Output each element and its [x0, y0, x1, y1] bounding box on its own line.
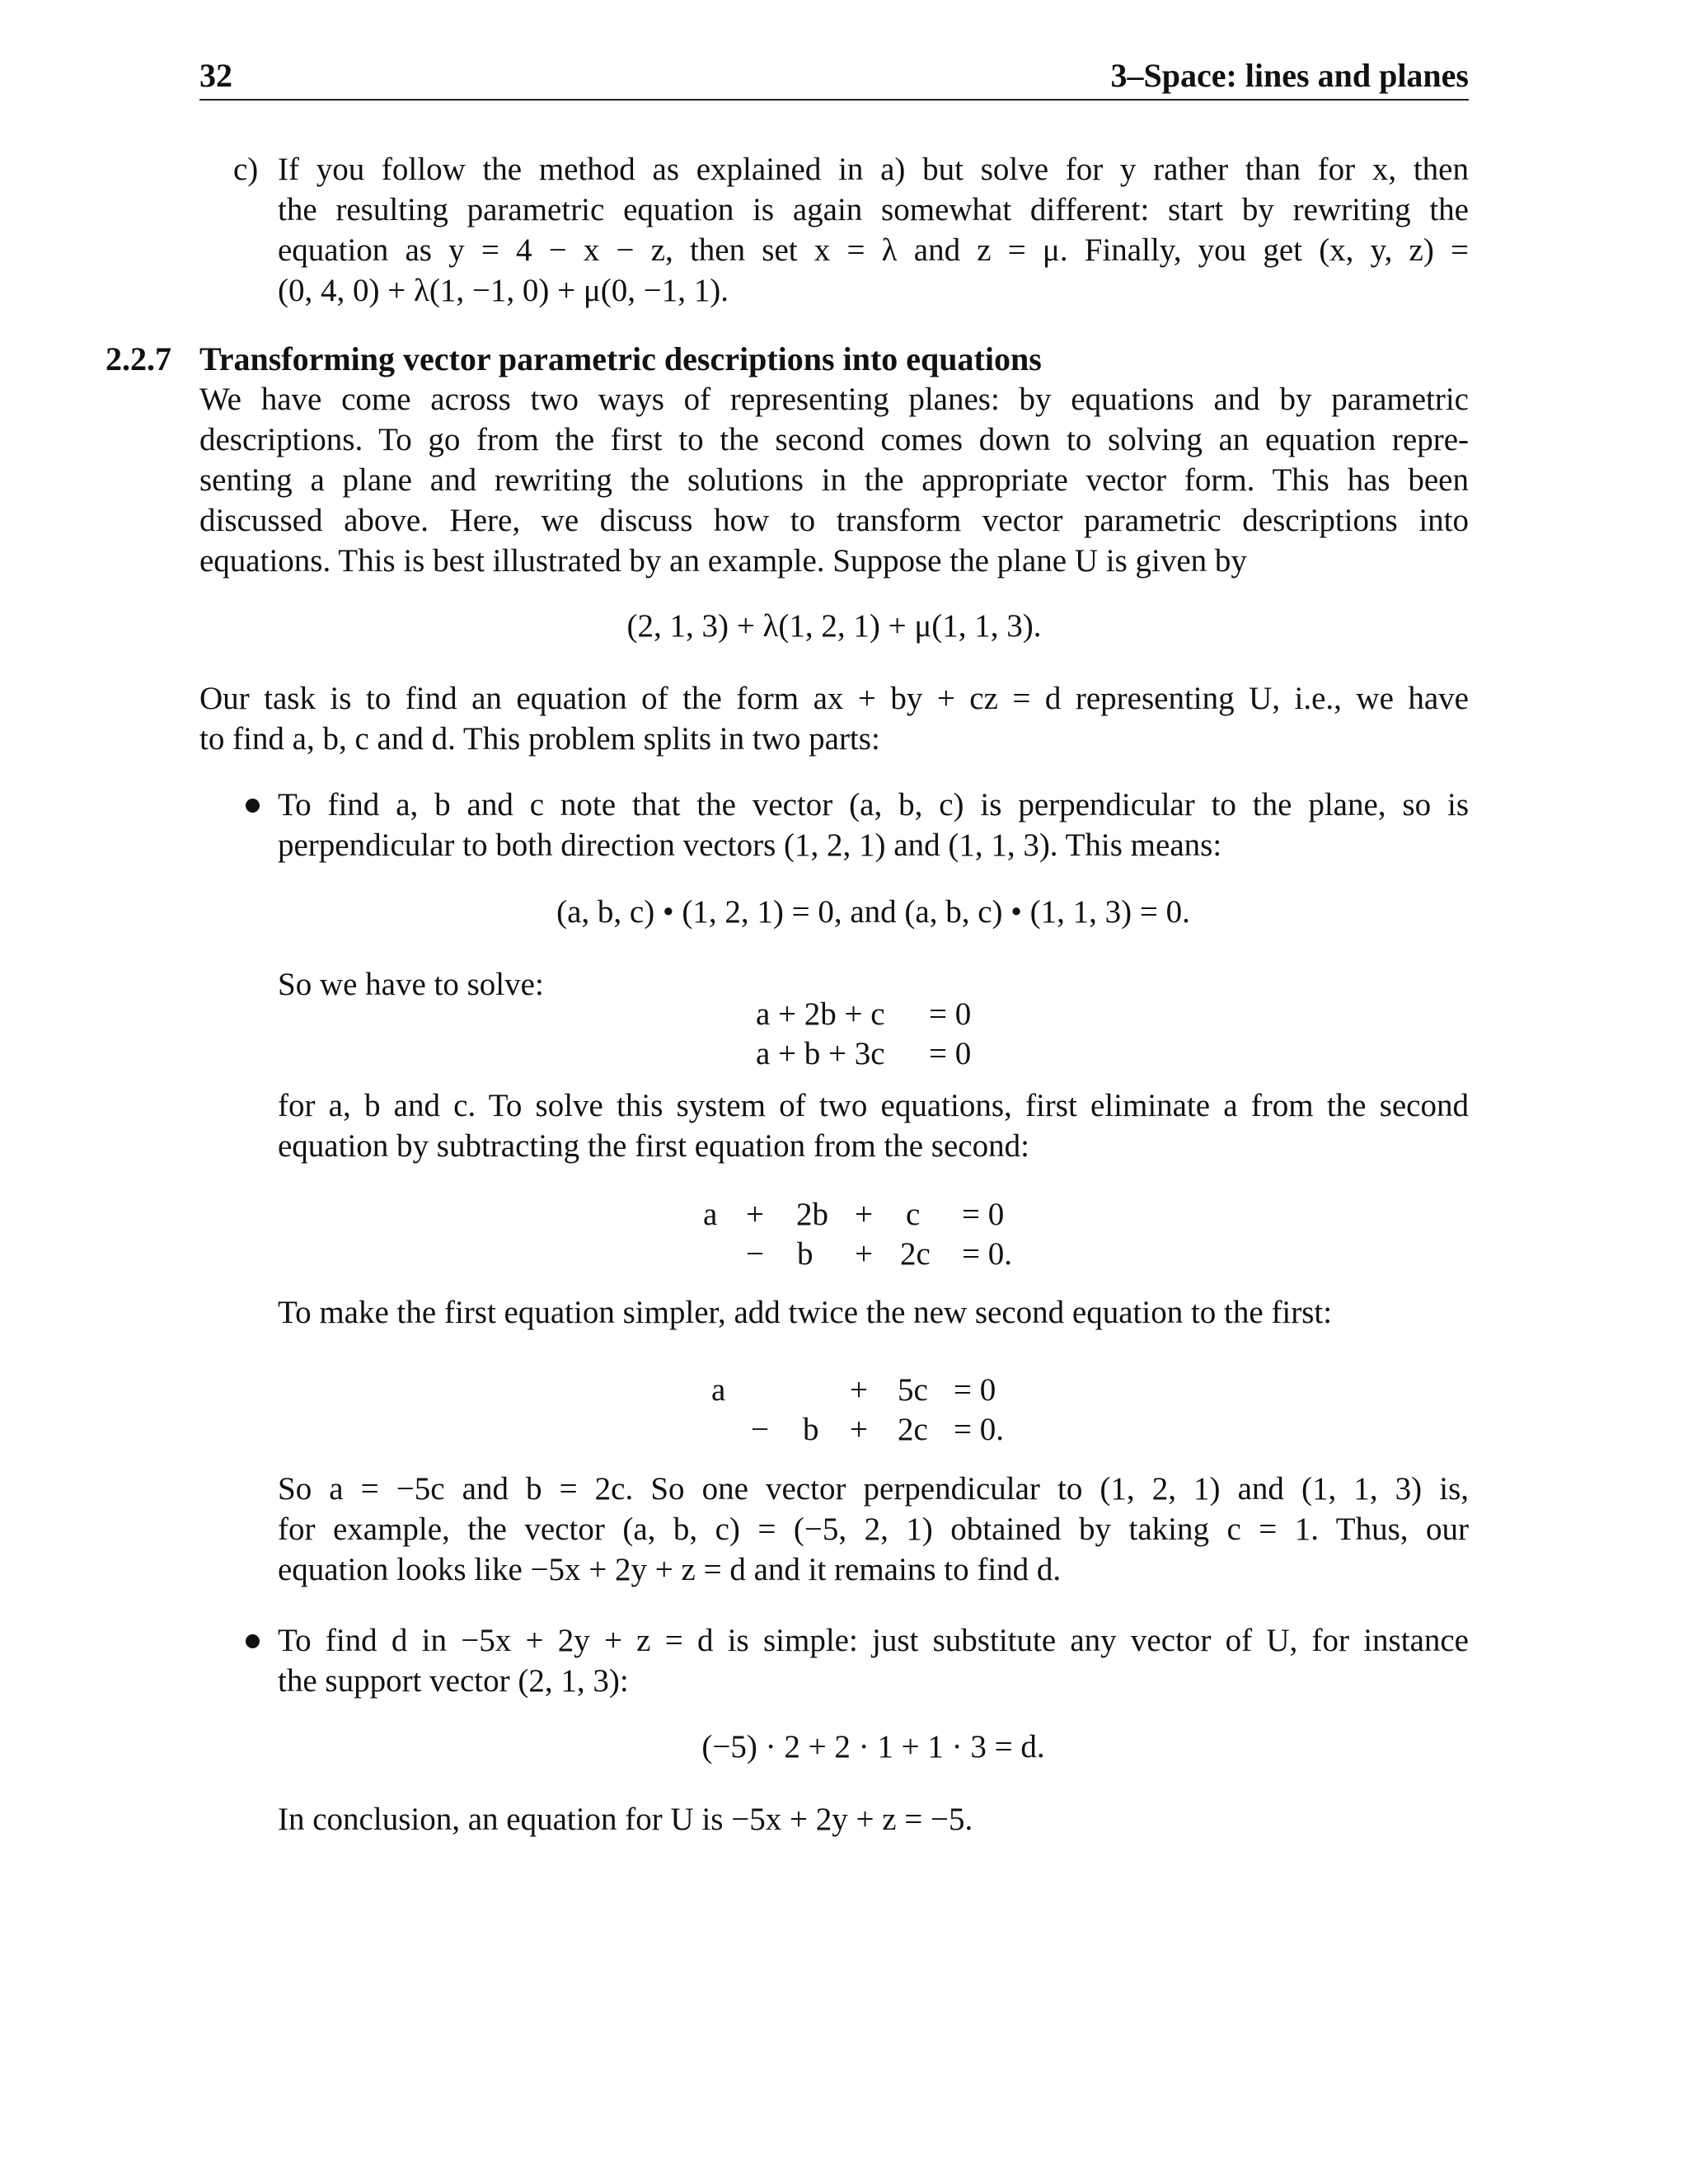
system2-cell: = 0 [962, 1197, 1005, 1232]
conclusion-line: for example, the vector (a, b, c) = (−5, 2, 1) obtained by taking c = 1. Thus, our [278, 1511, 1469, 1547]
system2-cell: c [906, 1197, 921, 1232]
item-c-line: equation as y = 4 − x − z, then set x = λ and z = μ. Finally, you get (x, y, z) = [278, 232, 1469, 268]
system2-cell: − [746, 1236, 764, 1272]
bullet2-line: the support vector (2, 1, 3): [278, 1663, 629, 1699]
bullet-marker [246, 799, 260, 813]
after-system-line: for a, b and c. To solve this system of two equations, first eliminate a from the second [278, 1088, 1469, 1123]
item-c-label: c) [233, 152, 259, 187]
item-c-line: the resulting parametric equation is again somewhat different: start by rewriting the [278, 192, 1469, 227]
bullet1-line: perpendicular to both direction vectors (1, 2, 1) and (1, 1, 3). This means: [278, 827, 1222, 863]
after-system-paragraph [278, 1085, 1469, 1166]
conclusion-line: So a = −5c and b = 2c. So one vector perpendicular to (1, 2, 1) and (1, 1, 3) is, [278, 1471, 1469, 1507]
item-c-paragraph [278, 149, 1469, 311]
intro-line: We have come across two ways of representing planes: by equations and by parametric [199, 382, 1469, 417]
system3-cell: + [850, 1412, 868, 1447]
bullet2-paragraph [278, 1620, 1469, 1701]
page-number: 32 [199, 57, 232, 94]
bullet1-line: To find a, b and c note that the vector (a, b, c) is perpendicular to the plane, so is [278, 787, 1469, 823]
system3-cell: + [850, 1372, 868, 1408]
system1-row1-lhs: a + 2b + c [756, 996, 885, 1032]
system1-row2-rhs: = 0 [929, 1036, 972, 1071]
system2-cell: + [746, 1197, 764, 1232]
system2-cell: 2c [900, 1236, 931, 1272]
item-c-line: (0, 4, 0) + λ(1, −1, 0) + μ(0, −1, 1). [278, 273, 729, 308]
bullet2-line: To find d in −5x + 2y + z = d is simple: just substitute any vector of U, for instance [278, 1623, 1469, 1658]
bullet-marker [246, 1634, 260, 1648]
system3-cell: b [803, 1412, 819, 1447]
intro-line: senting a plane and rewriting the solutions in the appropriate vector form. This has been [199, 462, 1469, 498]
simplify-line: To make the first equation simpler, add twice the new second equation to the first: [278, 1295, 1333, 1330]
task-line: to find a, b, c and d. This problem splits in two parts: [199, 721, 880, 757]
task-paragraph [199, 678, 1469, 759]
final-equation-line: In conclusion, an equation for U is −5x + 2y + z = −5. [278, 1802, 973, 1837]
system3-cell: a [711, 1372, 726, 1408]
intro-paragraph [199, 379, 1469, 581]
task-line: Our task is to find an equation of the form ax + by + cz = d representing U, i.e., we have [199, 681, 1469, 716]
system3-cell: 5c [898, 1372, 928, 1408]
intro-line: discussed above. Here, we discuss how to transform vector parametric descriptions into [199, 503, 1469, 538]
conclusion-paragraph [278, 1469, 1469, 1590]
system3-cell: − [751, 1412, 769, 1447]
system2-cell: + [855, 1236, 873, 1272]
system3-cell: = 0. [954, 1412, 1004, 1447]
conclusion-line: equation looks like −5x + 2y + z = d and it remains to find d. [278, 1552, 1062, 1587]
solve-label: So we have to solve: [278, 967, 544, 1002]
intro-line: descriptions. To go from the first to the second comes down to solving an equation repre- [199, 422, 1469, 457]
system3-cell: 2c [898, 1412, 928, 1447]
system2-cell: + [855, 1197, 873, 1232]
chapter-title: 3–Space: lines and planes [1110, 57, 1469, 94]
bullet1-paragraph [278, 785, 1469, 865]
substitution-equation: (−5) · 2 + 2 · 1 + 1 · 3 = d. [701, 1729, 1045, 1765]
plane-equation: (2, 1, 3) + λ(1, 2, 1) + μ(1, 1, 3). [626, 608, 1042, 644]
system3-cell: = 0 [954, 1372, 996, 1408]
dot-product-equation: (a, b, c) • (1, 2, 1) = 0, and (a, b, c) • (1, 1, 3) = 0. [556, 894, 1190, 930]
after-system-line: equation by subtracting the first equation from the second: [278, 1128, 1029, 1164]
section-title: Transforming vector parametric descriptions into equations [199, 340, 1042, 377]
system2-cell: b [797, 1236, 814, 1272]
system1-row1-rhs: = 0 [929, 996, 972, 1032]
section-number: 2.2.7 [106, 340, 171, 377]
system1-row2-lhs: a + b + 3c [756, 1036, 885, 1071]
system2-cell: 2b [796, 1197, 828, 1232]
system2-cell: a [703, 1197, 718, 1232]
system2-cell: = 0. [962, 1236, 1012, 1272]
intro-line: equations. This is best illustrated by an example. Suppose the plane U is given by [199, 543, 1247, 579]
item-c-line: If you follow the method as explained in a) but solve for y rather than for x, then [278, 152, 1469, 187]
header-rule [199, 99, 1469, 101]
